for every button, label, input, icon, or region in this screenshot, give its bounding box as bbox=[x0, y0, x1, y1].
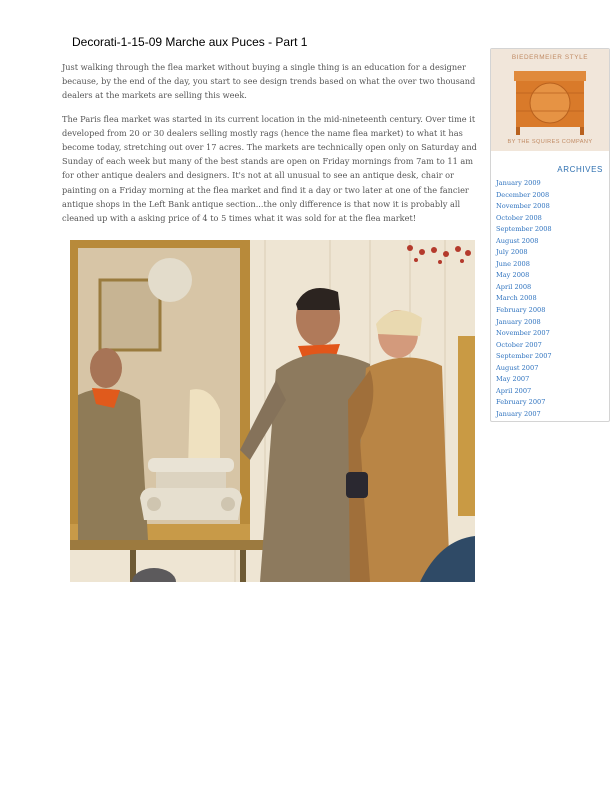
flea-market-photo bbox=[70, 240, 475, 582]
article-paragraph: The Paris flea market was started in its current location in the mid-nineteenth century. Over time it developed from 20 or 30 dealers selling mostly rags (hence the name flea market) to what it has become today, stretching out over 17 acres. The markets are technically open only on Saturday and Sunday of each week but many of the best stands are open on Friday mornings from 7am to 11 am for other antique dealers and designers. It's not at all unusual to see an antique desk, chair or painting on a Friday morning at the flea market and find it a day or two later at one of the fancier antique shops in the Left Bank antique section...the only difference is that now it is probably all cleaned up with a asking price of 4 to 5 times what it was sold for at the flea market! bbox=[62, 113, 477, 224]
cabinet-image bbox=[508, 65, 592, 137]
archive-link[interactable]: October 2008 bbox=[496, 213, 542, 222]
archive-link[interactable]: February 2008 bbox=[496, 306, 546, 315]
archive-link[interactable]: January 2009 bbox=[496, 179, 541, 187]
archive-link[interactable]: June 2008 bbox=[496, 259, 530, 268]
ad-headline: BIEDERMEIER STYLE bbox=[511, 54, 589, 61]
archive-link[interactable]: January 2008 bbox=[496, 317, 541, 326]
archive-link[interactable]: February 2007 bbox=[496, 398, 546, 407]
flea-market-photo-illustration bbox=[70, 240, 475, 582]
archive-link[interactable]: January 2007 bbox=[496, 409, 541, 418]
archive-link[interactable]: September 2007 bbox=[496, 352, 552, 361]
archive-link[interactable]: October 2007 bbox=[496, 340, 542, 349]
archive-link[interactable]: March 2008 bbox=[496, 294, 537, 303]
archive-link[interactable]: April 2008 bbox=[496, 282, 532, 291]
archive-link[interactable]: April 2007 bbox=[496, 386, 532, 395]
archive-link[interactable]: September 2008 bbox=[496, 225, 552, 234]
archive-link[interactable]: May 2008 bbox=[496, 271, 530, 280]
article-paragraph: Just walking through the flea market without buying a single thing is an education for a designer because, by the end of the day, you start to see design trends based on what the over two thousand dealers at the markets are selling this week. bbox=[62, 62, 476, 101]
archive-link[interactable]: July 2008 bbox=[496, 248, 528, 257]
archive-link[interactable]: August 2008 bbox=[496, 236, 539, 245]
ad-byline: BY THE SQUIRES COMPANY bbox=[507, 139, 593, 145]
sidebar bbox=[490, 48, 610, 422]
archive-link[interactable]: December 2008 bbox=[496, 190, 550, 199]
biedermeier-ad-banner[interactable] bbox=[491, 49, 609, 151]
archive-link[interactable]: August 2007 bbox=[496, 363, 539, 372]
document-title: Decorati-1-15-09 Marche aux Puces - Part 1 bbox=[72, 35, 308, 49]
archive-link[interactable]: November 2008 bbox=[496, 202, 550, 211]
archive-link[interactable]: May 2007 bbox=[496, 375, 530, 384]
archives-heading: ARCHIVES bbox=[557, 165, 603, 174]
article-body bbox=[62, 60, 486, 234]
archive-link[interactable]: November 2007 bbox=[496, 329, 550, 338]
archives-list bbox=[496, 178, 552, 420]
